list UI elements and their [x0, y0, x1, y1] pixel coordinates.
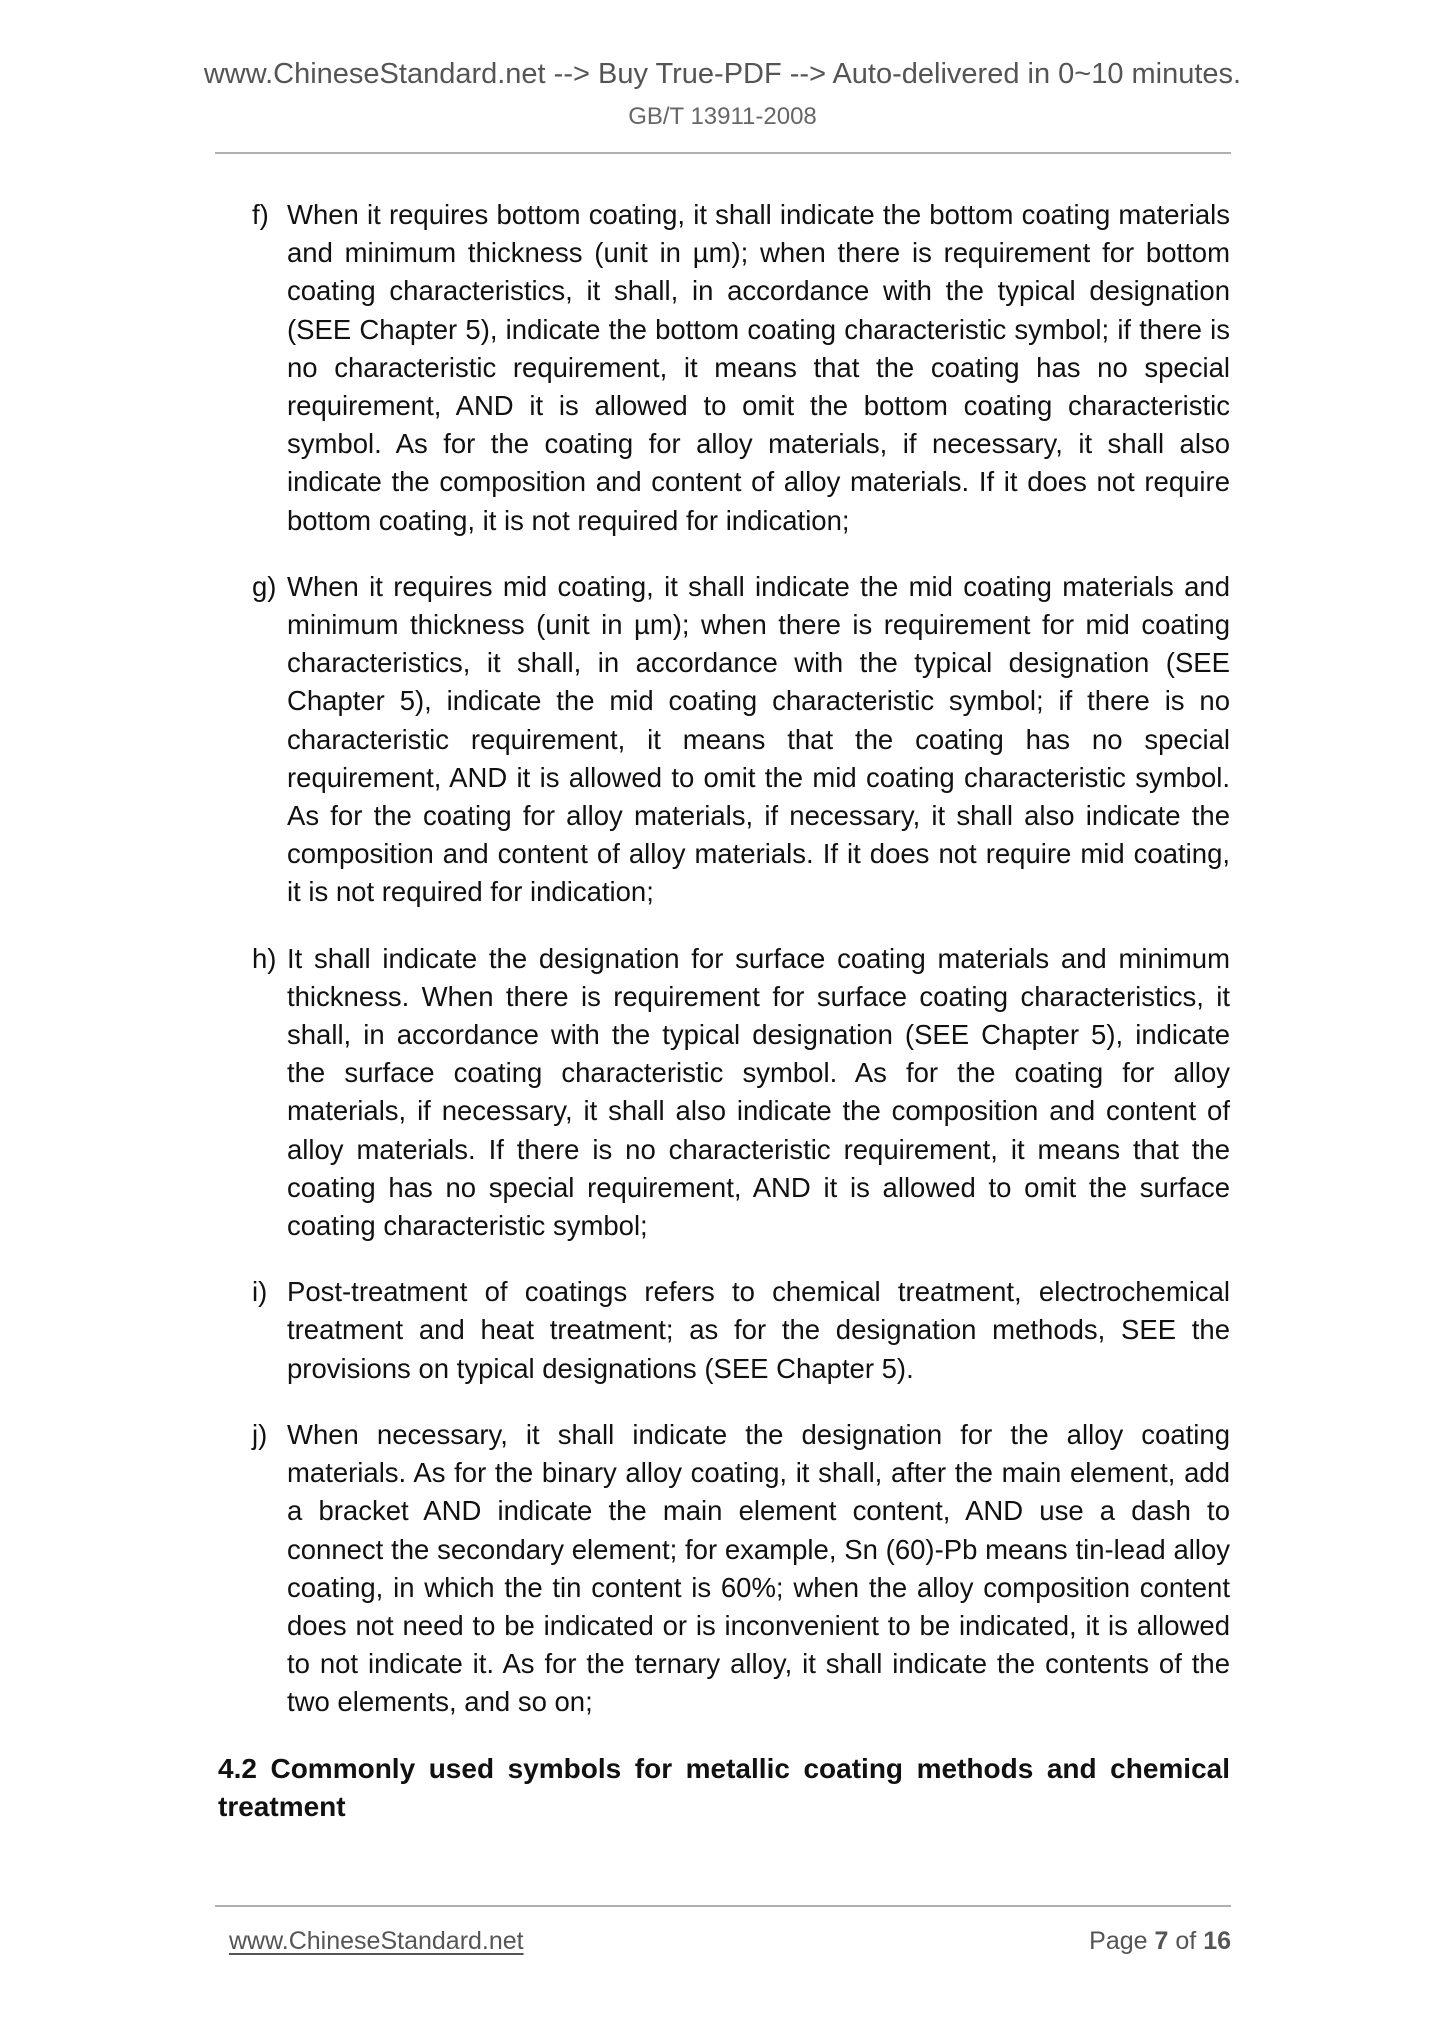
list-item-h: [252, 940, 1230, 1246]
list-item-g: [252, 568, 1230, 912]
item-text: When necessary, it shall indicate the designation for the alloy coating materials. As for the binary alloy coating, it shall, after the main element, add a bracket AND indicate the main element content, AND use a dash to connect the secondary element; for example, Sn (60)-Pb means tin-lead alloy coating, in which the tin content is 60%; when the alloy composition content does not need to be indicated or is inconvenient to be indicated, it is allowed to not indicate it. As for the ternary alloy, it shall indicate the contents of the two elements, and so on;: [287, 1418, 1230, 1718]
item-text: When it requires bottom coating, it shall indicate the bottom coating materials and minimum thickness (unit in µm); when there is requirement for bottom coating characteristics, it shall, in accordance with the typical designation (SEE Chapter 5), indicate the bottom coating characteristic symbol; if there is no characteristic requirement, it means that the coating has no special requirement, AND it is allowed to omit the bottom coating characteristic symbol. As for the coating for alloy materials, if necessary, it shall also indicate the composition and content of alloy materials. If it does not require bottom coating, it is not required for indication;: [287, 199, 1230, 536]
list-item-f: [252, 196, 1230, 540]
page-current: 7: [1154, 1927, 1169, 1955]
list-item-j: [252, 1416, 1230, 1722]
item-marker: i): [252, 1276, 268, 1308]
page-indicator: [1089, 1927, 1231, 1956]
header-banner: www.ChineseStandard.net --> Buy True-PDF --> Auto-delivered in 0~10 minutes.: [203, 58, 1242, 90]
document-body: [218, 196, 1230, 1826]
page-total: 16: [1203, 1927, 1231, 1955]
item-marker: j): [252, 1418, 268, 1450]
header-divider: [215, 152, 1231, 154]
item-text: When it requires mid coating, it shall indicate the mid coating materials and minimum thickness (unit in µm); when there is requirement for mid coating characteristics, it shall, in accordance with the typical designation (SEE Chapter 5), indicate the mid coating characteristic symbol; if there is no characteristic requirement, it means that the coating has no special requirement, AND it is allowed to omit the mid coating characteristic symbol. As for the coating for alloy materials, if necessary, it shall also indicate the composition and content of alloy materials. If it does not require mid coating, it is not required for indication;: [287, 570, 1230, 908]
footer-website-link[interactable]: www.ChineseStandard.net: [229, 1927, 524, 1955]
item-marker: h): [252, 942, 277, 974]
footer-divider: [215, 1905, 1231, 1907]
item-marker: f): [252, 199, 269, 230]
page-of: of: [1175, 1927, 1197, 1955]
standard-code: GB/T 13911-2008: [628, 103, 817, 130]
item-text: Post-treatment of coatings refers to chemical treatment, electrochemical treatment and heat treatment; as for the designation methods, SEE the provisions on typical designations (SEE Chapter 5).: [287, 1276, 1230, 1384]
item-text: It shall indicate the designation for surface coating materials and minimum thickness. When there is requirement for surface coating characteristics, it shall, in accordance with the typical designation (SEE Chapter 5), indicate the surface coating characteristic symbol. As for the coating for alloy materials, if necessary, it shall also indicate the composition and content of alloy materials. If there is no characteristic requirement, it means that the coating has no special requirement, AND it is allowed to omit the surface coating characteristic symbol;: [287, 942, 1230, 1242]
section-heading: 4.2 Commonly used symbols for metallic coating methods and chemical treatment: [218, 1752, 1230, 1822]
list-item-i: [252, 1273, 1230, 1388]
page-prefix: Page: [1089, 1927, 1148, 1955]
item-marker: g): [252, 570, 277, 602]
